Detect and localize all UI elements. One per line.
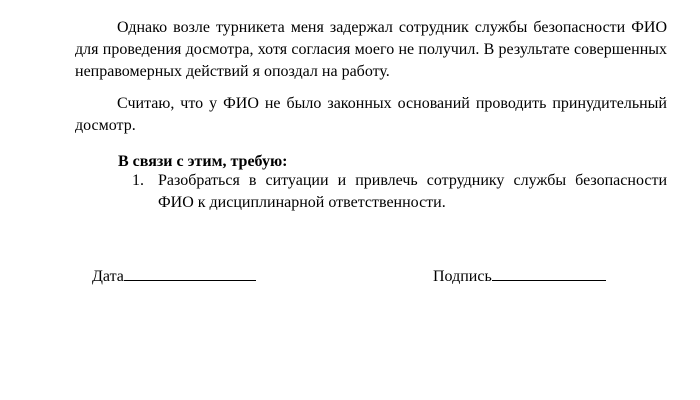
body-paragraph-1: Однако возле турникета меня задержал сотрудник службы безопасности ФИО для проведения досмотра, хотя согласия моего не получил. В результате совершенных неправомерных действий я опоздал на работу.: [75, 19, 667, 80]
signature-blank-line: [492, 265, 606, 281]
date-blank-line: [124, 265, 256, 281]
body-paragraph-2: Считаю, что у ФИО не было законных оснований проводить принудительный досмотр.: [75, 95, 667, 134]
signature-label: Подпись: [433, 268, 492, 285]
date-label: Дата: [92, 268, 124, 285]
demands-heading: В связи с этим, требую:: [118, 153, 288, 170]
signature-field: [433, 265, 606, 287]
demand-list-item: [118, 170, 667, 214]
demand-item-number: 1.: [132, 172, 144, 189]
demand-item-text: Разобраться в ситуации и привлечь сотруднику службы безопасности ФИО к дисциплинарной ответственности.: [158, 172, 667, 211]
date-field: [92, 265, 256, 287]
